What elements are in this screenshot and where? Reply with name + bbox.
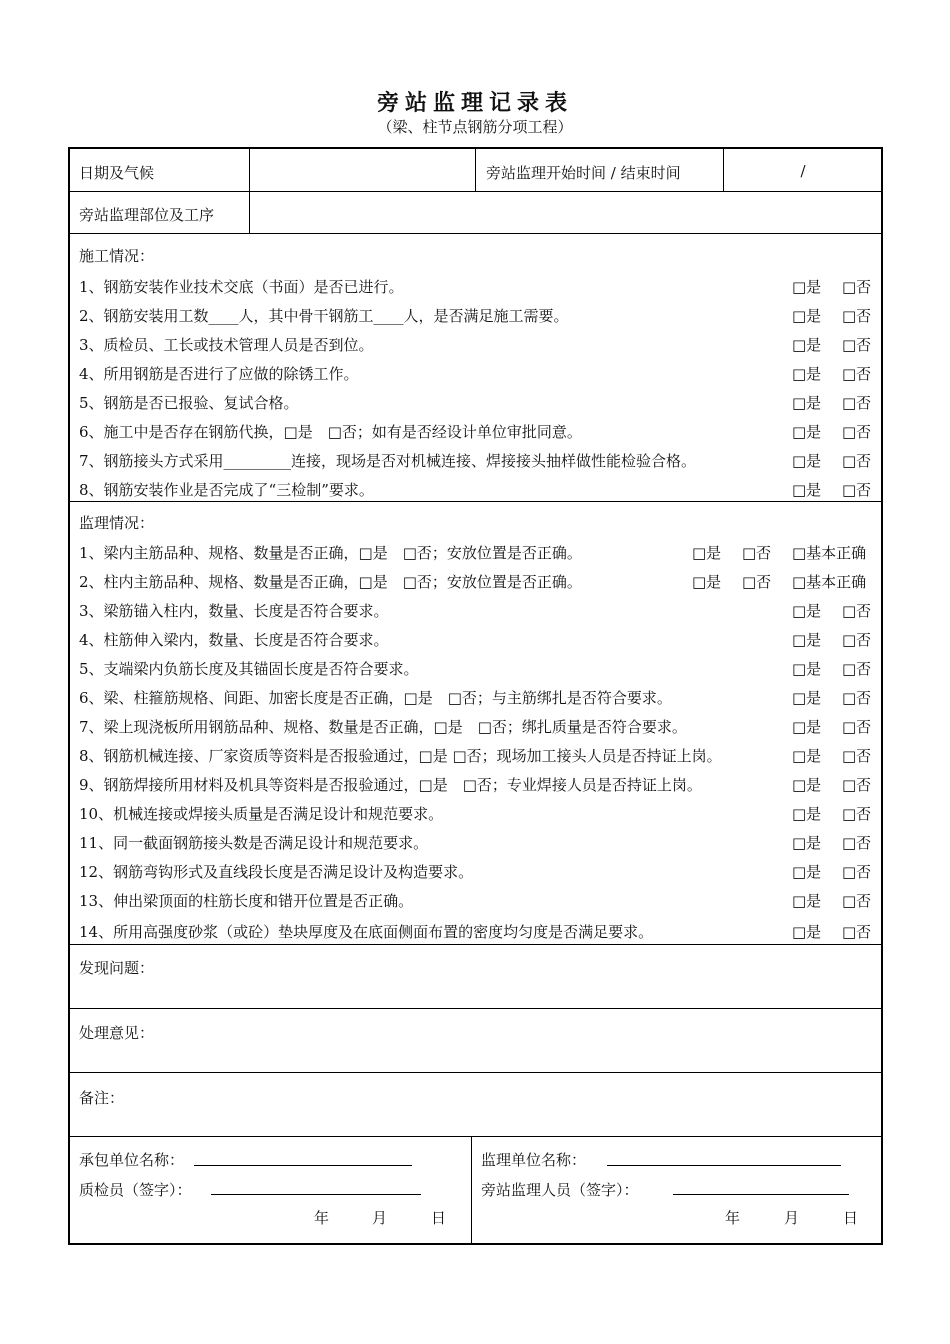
supervision-item (79, 542, 873, 564)
supervision-item-text: 13、伸出梁顶面的柱筋长度和错开位置是否正确。 (79, 892, 414, 910)
yes-checkbox[interactable]: □是 (792, 452, 822, 470)
yes-checkbox[interactable]: □是 (792, 365, 822, 383)
divider (70, 233, 881, 234)
no-checkbox[interactable]: □否 (742, 573, 772, 591)
construction-item (79, 421, 873, 443)
supervision-item-text: 14、所用高强度砂浆（或砼）垫块厚度及在底面侧面布置的密度均匀度是否满足要求。 (79, 923, 654, 941)
yes-checkbox[interactable]: □是 (792, 423, 822, 441)
supervisor-signature-line[interactable] (673, 1194, 849, 1195)
supervision-item-text: 9、钢筋焊接所用材料及机具等资料是否报验通过，□是 □否；专业焊接人员是否持证上岗。 (79, 776, 702, 794)
no-checkbox[interactable]: □否 (842, 481, 872, 499)
no-checkbox[interactable]: □否 (842, 747, 872, 765)
no-checkbox[interactable]: □否 (842, 689, 872, 707)
no-checkbox[interactable]: □否 (842, 660, 872, 678)
divider (70, 191, 881, 192)
yes-checkbox[interactable]: □是 (792, 481, 822, 499)
no-checkbox[interactable]: □否 (842, 718, 872, 736)
contractor-name-line[interactable] (194, 1165, 412, 1166)
supervisor-unit-line[interactable] (607, 1165, 841, 1166)
issues-label: 发现问题： (79, 959, 155, 977)
no-checkbox[interactable]: □否 (842, 394, 872, 412)
yes-checkbox[interactable]: □是 (792, 307, 822, 325)
construction-item-text: 4、所用钢筋是否进行了应做的除锈工作。 (79, 365, 359, 383)
no-checkbox[interactable]: □否 (842, 892, 872, 910)
yes-checkbox[interactable]: □是 (792, 805, 822, 823)
location-label: 旁站监理部位及工序 (79, 206, 215, 224)
page-title: 旁站监理记录表 (376, 90, 573, 116)
no-checkbox[interactable]: □否 (842, 452, 872, 470)
supervision-item (79, 803, 873, 825)
supervision-item (79, 921, 873, 943)
yes-checkbox[interactable]: □是 (792, 394, 822, 412)
divider (471, 1136, 472, 1245)
construction-item (79, 276, 873, 298)
divider (70, 1072, 881, 1073)
supervision-item-text: 1、梁内主筋品种、规格、数量是否正确，□是 □否；安放位置是否正确。 (79, 544, 582, 562)
no-checkbox[interactable]: □否 (842, 602, 872, 620)
date-weather-field[interactable] (259, 162, 469, 184)
construction-item-text: 3、质检员、工长或技术管理人员是否到位。 (79, 336, 374, 354)
supervision-item-text: 7、梁上现浇板所用钢筋品种、规格、数量是否正确，□是 □否；绑扎质量是否符合要求。 (79, 718, 687, 736)
yes-checkbox[interactable]: □是 (792, 776, 822, 794)
no-checkbox[interactable]: □否 (842, 631, 872, 649)
inspector-signature-line[interactable] (211, 1194, 421, 1195)
no-checkbox[interactable]: □否 (842, 834, 872, 852)
supervision-item (79, 890, 873, 912)
construction-item-text: 7、钢筋接头方式采用_________连接，现场是否对机械连接、焊接接头抽样做性能检验合格。 (79, 452, 697, 470)
contractor-date-month: 月 (372, 1209, 388, 1227)
supervision-item (79, 629, 873, 651)
supervision-item (79, 658, 873, 680)
supervision-item-text: 11、同一截面钢筋接头数是否满足设计和规范要求。 (79, 834, 429, 852)
divider (70, 944, 881, 945)
yes-checkbox[interactable]: □是 (792, 834, 822, 852)
record-form (68, 147, 883, 1245)
construction-item-text: 5、钢筋是否已报验、复试合格。 (79, 394, 299, 412)
no-checkbox[interactable]: □否 (842, 307, 872, 325)
supervisor-date-year: 年 (725, 1209, 741, 1227)
no-checkbox[interactable]: □否 (842, 923, 872, 941)
supervision-item (79, 832, 873, 854)
yes-checkbox[interactable]: □是 (792, 689, 822, 707)
yes-checkbox[interactable]: □是 (792, 631, 822, 649)
opinion-label: 处理意见： (79, 1024, 155, 1042)
remarks-label: 备注： (79, 1089, 125, 1107)
construction-item-text: 8、钢筋安装作业是否完成了“三检制”要求。 (79, 481, 374, 499)
supervision-item-text: 8、钢筋机械连接、厂家资质等资料是否报验通过，□是 □否；现场加工接头人员是否持证上岗。 (79, 747, 722, 765)
supervision-item (79, 687, 873, 709)
time-field[interactable]: / (800, 162, 806, 180)
construction-item-text: 2、钢筋安装用工数____人，其中骨干钢筋工____人，是否满足施工需要。 (79, 307, 569, 325)
yes-checkbox[interactable]: □是 (792, 923, 822, 941)
divider (70, 1008, 881, 1009)
page-subtitle: （梁、柱节点钢筋分项工程） (377, 118, 573, 136)
location-field[interactable] (259, 204, 869, 226)
yes-checkbox[interactable]: □是 (792, 747, 822, 765)
no-checkbox[interactable]: □否 (842, 278, 872, 296)
supervisor-date-month: 月 (784, 1209, 800, 1227)
supervision-item (79, 600, 873, 622)
supervision-heading: 监理情况： (79, 514, 155, 532)
supervision-item-text: 2、柱内主筋品种、规格、数量是否正确，□是 □否；安放位置是否正确。 (79, 573, 582, 591)
supervision-item (79, 861, 873, 883)
no-checkbox[interactable]: □否 (842, 805, 872, 823)
contractor-label: 承包单位名称： (79, 1151, 185, 1169)
basically-correct-checkbox[interactable]: □基本正确 (792, 573, 867, 591)
supervision-item-text: 5、支端梁内负筋长度及其锚固长度是否符合要求。 (79, 660, 419, 678)
yes-checkbox[interactable]: □是 (792, 863, 822, 881)
supervisor-date-day: 日 (843, 1209, 859, 1227)
supervision-item (79, 716, 873, 738)
yes-checkbox[interactable]: □是 (792, 336, 822, 354)
divider (70, 501, 881, 502)
construction-item (79, 450, 873, 472)
no-checkbox[interactable]: □否 (842, 336, 872, 354)
yes-checkbox[interactable]: □是 (792, 660, 822, 678)
supervision-item (79, 745, 873, 767)
supervision-item-text: 10、机械连接或焊接头质量是否满足设计和规范要求。 (79, 805, 444, 823)
supervision-item-text: 12、钢筋弯钩形式及直线段长度是否满足设计及构造要求。 (79, 863, 474, 881)
construction-item (79, 363, 873, 385)
no-checkbox[interactable]: □否 (842, 776, 872, 794)
yes-checkbox[interactable]: □是 (792, 602, 822, 620)
no-checkbox[interactable]: □否 (742, 544, 772, 562)
supervision-item-text: 4、柱筋伸入梁内，数量、长度是否符合要求。 (79, 631, 389, 649)
supervision-item (79, 774, 873, 796)
construction-item-text: 6、施工中是否存在钢筋代换，□是 □否；如有是否经设计单位审批同意。 (79, 423, 582, 441)
construction-item (79, 392, 873, 414)
yes-checkbox[interactable]: □是 (692, 573, 722, 591)
contractor-date-day: 日 (431, 1209, 447, 1227)
construction-item-text: 1、钢筋安装作业技术交底（书面）是否已进行。 (79, 278, 404, 296)
no-checkbox[interactable]: □否 (842, 423, 872, 441)
construction-heading: 施工情况： (79, 247, 155, 265)
yes-checkbox[interactable]: □是 (792, 278, 822, 296)
date-weather-label: 日期及气候 (79, 164, 155, 182)
supervisor-unit-label: 监理单位名称： (481, 1151, 587, 1169)
inspector-label: 质检员（签字）： (79, 1181, 192, 1199)
yes-checkbox[interactable]: □是 (792, 892, 822, 910)
construction-item (79, 305, 873, 327)
basically-correct-checkbox[interactable]: □基本正确 (792, 544, 867, 562)
time-label: 旁站监理开始时间 / 结束时间 (486, 164, 681, 182)
contractor-date-year: 年 (314, 1209, 330, 1227)
supervisor-person-label: 旁站监理人员（签字）： (481, 1181, 639, 1199)
construction-item (79, 334, 873, 356)
yes-checkbox[interactable]: □是 (792, 718, 822, 736)
yes-checkbox[interactable]: □是 (692, 544, 722, 562)
supervision-item-text: 3、梁筋锚入柱内，数量、长度是否符合要求。 (79, 602, 389, 620)
construction-item (79, 479, 873, 501)
divider (475, 149, 476, 191)
supervision-item-text: 6、梁、柱箍筋规格、间距、加密长度是否正确，□是 □否；与主筋绑扎是否符合要求。 (79, 689, 672, 707)
supervision-item (79, 571, 873, 593)
divider (70, 1136, 881, 1137)
no-checkbox[interactable]: □否 (842, 365, 872, 383)
no-checkbox[interactable]: □否 (842, 863, 872, 881)
